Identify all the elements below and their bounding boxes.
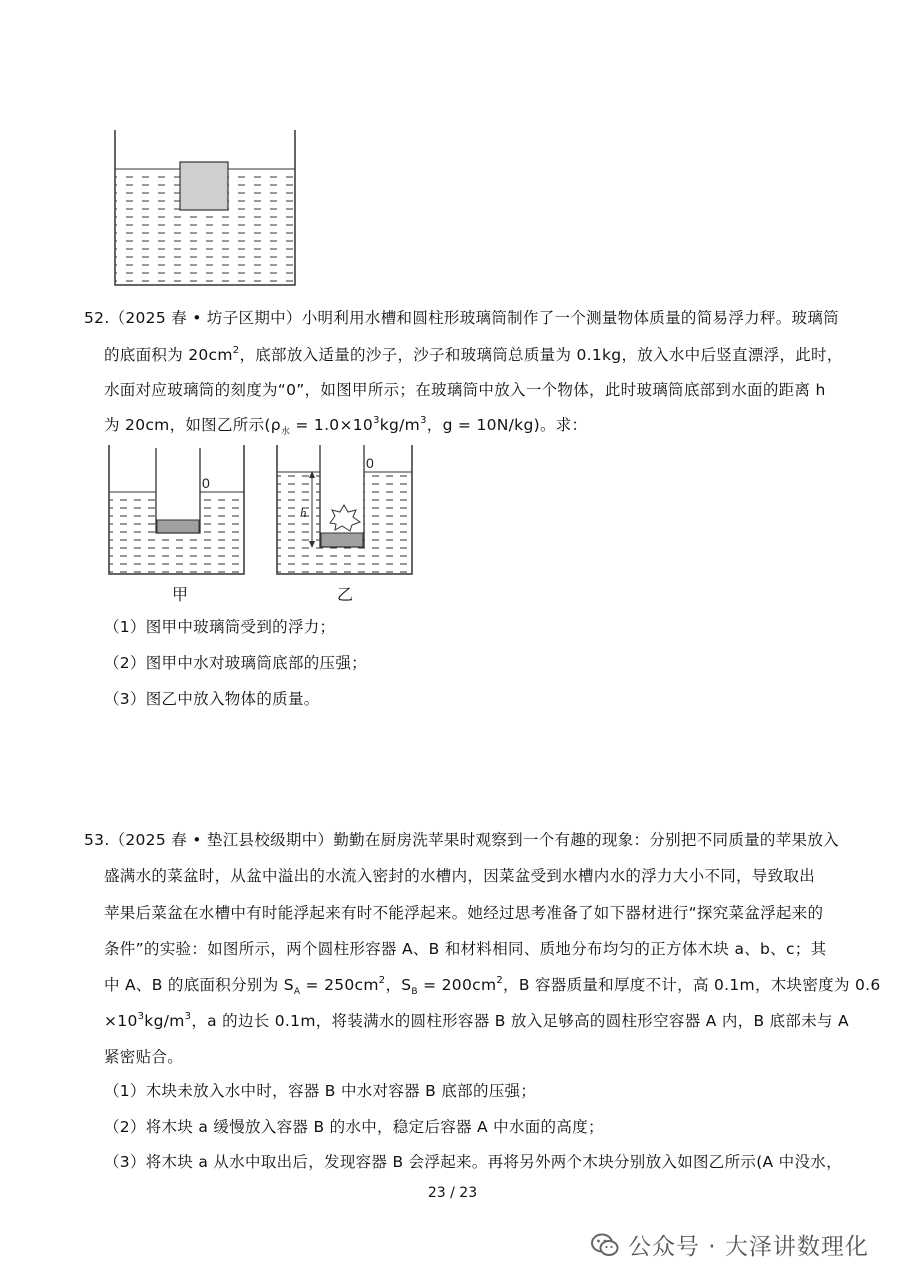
q52-line-2 — [104, 345, 843, 365]
q53-line-4: 条件”的实验：如图所示，两个圆柱形容器 A、B 和材料相同、质地分布均匀的正方体木块 a、b、c；其 — [104, 940, 827, 958]
q53-text: kg/m — [144, 1012, 185, 1030]
q52-text: 为 20cm，如图乙所示(ρ — [104, 416, 281, 434]
zero-label: 0 — [366, 455, 374, 471]
q53-text: = 250cm — [300, 976, 379, 994]
q53-text: ，a 的边长 0.1m，将装满水的圆柱形容器 B 放入足够高的圆柱形空容器 A 内，B 底部未与 A — [191, 1012, 849, 1030]
q53-line-6 — [104, 1011, 849, 1031]
q53-text: = 200cm — [417, 976, 497, 994]
q52-line-1: 52.（2025 春 • 坊子区期中）小明利用水槽和圆柱形玻璃筒制作了一个测量物体质量的简易浮力秤。玻璃筒 — [84, 309, 839, 327]
q52-text: ，g = 10N/kg)。求： — [426, 416, 588, 434]
q52-sub: 水 — [280, 427, 291, 438]
figure-jia — [104, 440, 249, 580]
page-number: 23 / 23 — [427, 1185, 478, 1201]
q53-sup: 3 — [137, 1011, 145, 1022]
q52-line-3: 水面对应玻璃筒的刻度为“0”，如图甲所示；在玻璃筒中放入一个物体，此时玻璃筒底部到水面的距离 h — [104, 381, 826, 399]
tank-block-figure — [108, 125, 303, 290]
wechat-icon — [590, 1232, 620, 1258]
q52-sub-2: （2）图甲中水对玻璃筒底部的压强； — [104, 654, 367, 672]
q53-sub-3: （3）将木块 a 从水中取出后，发现容器 B 会浮起来。再将另外两个木块分别放入如图乙所示(A 中没水， — [104, 1153, 842, 1171]
q53-text: ，S — [385, 976, 412, 994]
q53-sup: 2 — [378, 975, 386, 986]
h-label: h — [300, 505, 307, 520]
caption-jia: 甲 — [172, 585, 189, 604]
q53-text: ×10 — [104, 1012, 138, 1030]
q53-sup: 2 — [496, 975, 504, 986]
q53-text: 中 A、B 的底面积分别为 S — [104, 976, 294, 994]
q53-line-5 — [104, 975, 881, 998]
q53-line-7: 紧密贴合。 — [104, 1048, 184, 1066]
watermark — [590, 1228, 869, 1261]
q53-line-3: 苹果后菜盆在水槽中有时能浮起来有时不能浮起来。她经过思考准备了如下器材进行“探究菜盆浮起来的 — [104, 904, 824, 922]
q53-sub: A — [293, 987, 301, 998]
q52-text: 的底面积为 20cm — [104, 346, 233, 364]
q53-text: ，B 容器质量和厚度不计，高 0.1m，木块密度为 0.6 — [503, 976, 881, 994]
figure-yi — [272, 440, 417, 580]
q53-line-2: 盛满水的菜盆时，从盆中溢出的水流入密封的水槽内，因菜盆受到水槽内水的浮力大小不同，导致取出 — [104, 867, 816, 885]
q52-sup: 2 — [232, 345, 240, 356]
q52-line-4 — [104, 415, 588, 438]
caption-yi: 乙 — [337, 585, 354, 604]
q53-sup: 3 — [184, 1011, 192, 1022]
watermark-text: 公众号 · 大泽讲数理化 — [628, 1234, 869, 1260]
q52-text: ，底部放入适量的沙子，沙子和玻璃筒总质量为 0.1kg，放入水中后竖直漂浮，此时， — [239, 346, 843, 364]
q53-sub: B — [411, 987, 418, 998]
q52-sup: 3 — [420, 415, 427, 426]
q52-text: kg/m — [379, 416, 421, 434]
q53-sub-2: （2）将木块 a 缓慢放入容器 B 的水中，稳定后容器 A 中水面的高度； — [104, 1118, 604, 1136]
q52-sup: 3 — [373, 415, 380, 426]
q53-line-1: 53.（2025 春 • 垫江县校级期中）勤勤在厨房洗苹果时观察到一个有趣的现象：分别把不同质量的苹果放入 — [84, 831, 839, 849]
q52-sub-3: （3）图乙中放入物体的质量。 — [104, 690, 320, 708]
zero-label: 0 — [202, 475, 210, 491]
q52-sub-1: （1）图甲中玻璃筒受到的浮力； — [104, 618, 336, 636]
q52-text: = 1.0×10 — [290, 416, 374, 434]
q53-sub-1: （1）木块未放入水中时，容器 B 中水对容器 B 底部的压强； — [104, 1082, 537, 1100]
